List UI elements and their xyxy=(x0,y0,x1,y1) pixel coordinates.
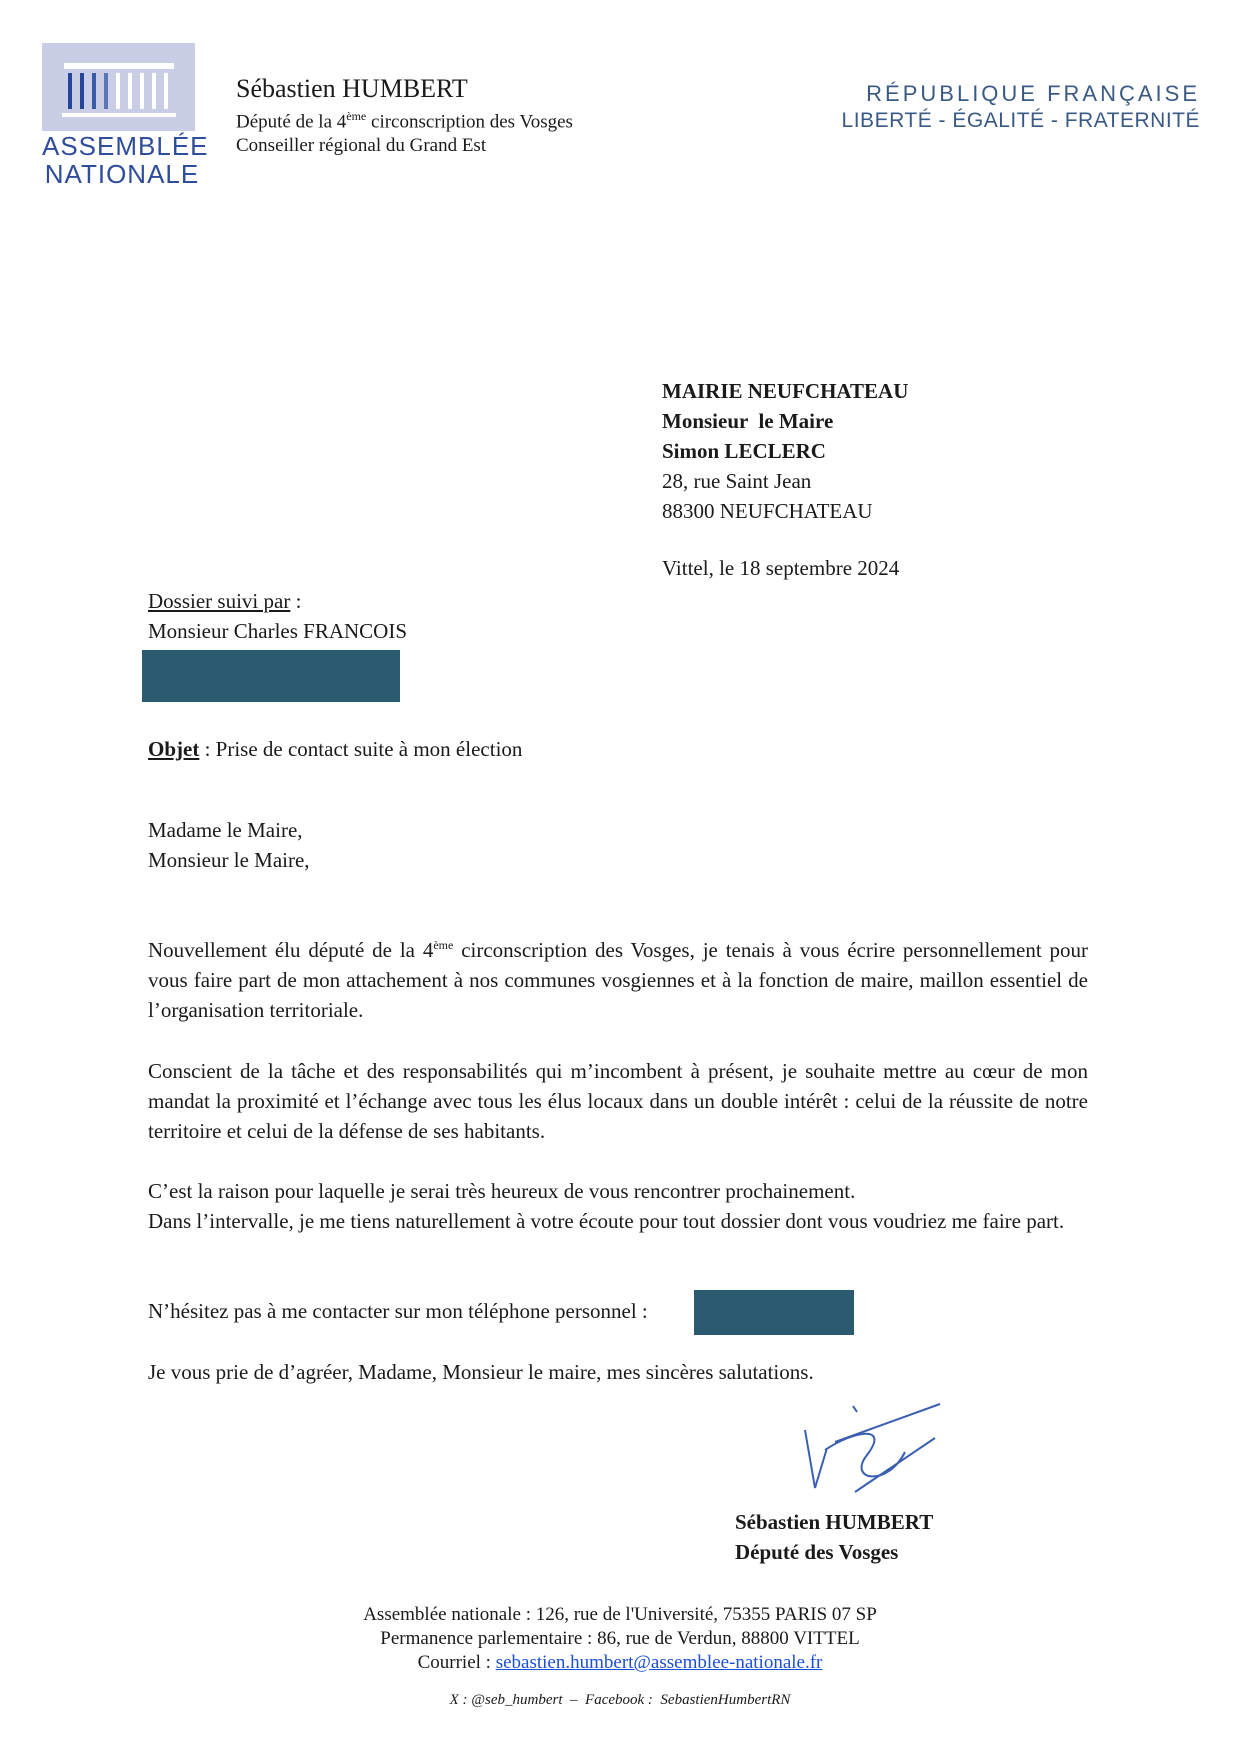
signature-block xyxy=(735,1507,933,1567)
social-links: X : @seb_humbert – Facebook : SebastienHumbertRN xyxy=(449,1692,791,1708)
subject-text: : Prise de contact suite à mon élection xyxy=(199,737,523,761)
redaction-box-phone xyxy=(694,1290,854,1335)
salutation xyxy=(148,815,310,875)
salutation-line1: Madame le Maire, xyxy=(148,818,303,842)
dossier-block xyxy=(148,586,407,646)
paragraph-1: Nouvellement élu député de la 4ème circonscription des Vosges, je tenais à vous écrire personnellement pour vous faire part de mon attachement à nos communes vosgiennes et à la fonction de maire, maillon essentiel de l’organisation territoriale. xyxy=(148,938,1088,1022)
recipient-salutation: Monsieur le Maire xyxy=(662,409,834,433)
paragraph-3-line2: Dans l’intervalle, je me tiens naturellement à votre écoute pour tout dossier dont vous voudriez me faire part. xyxy=(148,1209,1065,1233)
republic-name: RÉPUBLIQUE FRANÇAISE xyxy=(866,81,1200,106)
footer-address-1: Assemblée nationale : 126, rue de l'Université, 75355 PARIS 07 SP xyxy=(363,1604,877,1625)
dossier-name: Monsieur Charles FRANCOIS xyxy=(148,619,408,643)
assemblee-nationale-logo xyxy=(42,43,209,189)
sender-block xyxy=(236,74,573,158)
hemicycle-emblem xyxy=(42,43,195,131)
republique-francaise-mark xyxy=(842,80,1200,134)
closing-paragraph: Je vous prie de d’agréer, Madame, Monsieur le maire, mes sincères salutations. xyxy=(148,1360,814,1384)
subject-line xyxy=(148,737,522,762)
sender-title: Député de la 4ème circonscription des Vosges xyxy=(236,109,573,133)
recipient-org: MAIRIE NEUFCHATEAU xyxy=(662,379,909,403)
recipient-address xyxy=(662,376,908,526)
republic-motto: LIBERTÉ - ÉGALITÉ - FRATERNITÉ xyxy=(841,109,1200,132)
paragraph-3-line1: C’est la raison pour laquelle je serai très heureux de vous rencontrer prochainement. xyxy=(148,1179,856,1203)
logo-text-line2: NATIONALE xyxy=(44,159,200,189)
sender-name: Sébastien HUMBERT xyxy=(236,74,468,103)
sender-role: Conseiller régional du Grand Est xyxy=(236,135,487,157)
footer-email-line: Courriel : sebastien.humbert@assemblee-nationale.fr xyxy=(417,1652,823,1673)
logo-text-line1: ASSEMBLÉE xyxy=(42,131,209,161)
signature-title: Député des Vosges xyxy=(735,1540,899,1564)
dossier-label: Dossier suivi par : xyxy=(148,589,302,613)
columns-icon xyxy=(42,43,195,131)
subject-label: Objet xyxy=(148,737,200,761)
footer-address-2: Permanence parlementaire : 86, rue de Verdun, 88800 VITTEL xyxy=(380,1628,860,1649)
salutation-line2: Monsieur le Maire, xyxy=(148,848,310,872)
handwritten-signature xyxy=(795,1400,945,1500)
paragraph-4: N’hésitez pas à me contacter sur mon téléphone personnel : xyxy=(148,1299,648,1323)
paragraph-3 xyxy=(148,1176,1088,1236)
footer xyxy=(0,1603,1240,1675)
signature-name: Sébastien HUMBERT xyxy=(735,1510,934,1534)
email-link[interactable]: sebastien.humbert@assemblee-nationale.fr xyxy=(495,1652,823,1673)
recipient-city: 88300 NEUFCHATEAU xyxy=(662,499,873,523)
redaction-box xyxy=(142,650,400,702)
recipient-name: Simon LECLERC xyxy=(662,439,826,463)
letter-date: Vittel, le 18 septembre 2024 xyxy=(662,556,900,580)
recipient-street: 28, rue Saint Jean xyxy=(662,469,812,493)
paragraph-2: Conscient de la tâche et des responsabilités qui m’incombent à présent, je souhaite mettre au cœur de mon mandat la proximité et l’échange avec tous les élus locaux dans un double intérêt : celui de la réussite de notre territoire et celui de la défense de ses habitants. xyxy=(148,1059,1088,1143)
signature-icon xyxy=(795,1400,945,1500)
